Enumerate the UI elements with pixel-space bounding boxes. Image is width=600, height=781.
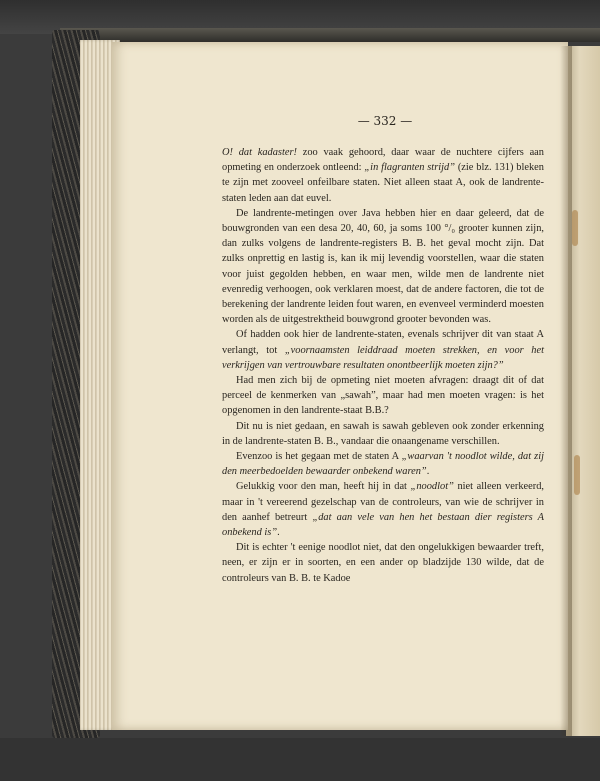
body-text <box>222 145 544 586</box>
paragraph-p6 <box>222 449 544 479</box>
italic-text: „in flagranten strijd” <box>364 162 455 174</box>
book-cover-edge <box>60 28 600 42</box>
page-stain <box>572 210 578 246</box>
scan-background-bottom <box>0 738 600 781</box>
text-segment: Of hadden ook hier de landrente-staten, evenals schrijver dit van staat A verlangt, tot <box>222 329 544 356</box>
text-segment: Dit is echter 't eenige noodlot niet, dat den ongelukkigen bewaarder treft, neen, er zijn er in soorten, en een ander op bladzijde 130 wilde, dat de controleurs van B. B. te Kadoe <box>222 542 544 584</box>
gutter-shadow <box>560 46 572 736</box>
text-segment: Evenzoo is het gegaan met de staten A <box>236 451 402 463</box>
italic-text: O! dat kadaster! <box>222 147 297 158</box>
text-segment: . <box>426 466 430 478</box>
paragraph-p2 <box>222 206 544 328</box>
text-segment: niet alleen verkeerd, maar in 't vereerend gezelschap van de controleurs, van wie de schrijver in den aanhef betreurt <box>222 481 544 523</box>
italic-text: „noodlot” <box>410 481 454 493</box>
paragraph-p7 <box>222 479 544 540</box>
text-segment: (zie blz. 131) bleken te zijn met zooveel onfeilbare staten. Niet alleen staat A, ook de landrente-staten leden aan dat euvel. <box>222 162 544 204</box>
paragraph-p5 <box>222 419 544 449</box>
page-number: — 332 — <box>357 114 413 128</box>
paragraph-p4 <box>222 373 544 419</box>
text-segment: zoo vaak gehoord, daar waar de nuchtere cijfers aan opmeting en onderzoek ontleend: <box>222 147 544 174</box>
text-segment: . <box>277 527 280 539</box>
italic-text: „voornaamsten leiddraad moeten strekken, en voor het verkrijgen van vertrouwbare resultaten onontbeerlijk moeten zijn?” <box>222 344 545 371</box>
paragraph-p8 <box>222 540 544 586</box>
paragraph-p3 <box>222 327 544 373</box>
text-segment: Had men zich bij de opmeting niet moeten afvragen: draagt dit of dat perceel de kenmerken van „sawah”, maar had men moeten vragen: is het opgenomen in den landrente-staat B.B.? <box>222 375 544 417</box>
italic-text: „waarvan 't noodlot wilde, dat zij den meerbedoelden bewaarder onbekend waren” <box>222 451 544 478</box>
text-segment: De landrente-metingen over Java hebben hier en daar geleerd, dat de bouwgronden van een desa 20, 40, 60, ja soms 100 °/₀ grooter kunnen zijn, dan zulks volgens de landrente-registers B. B. het geval mocht zijn. Dat zulks onprettig en lastig is, kan ik mij levendig voorstellen, waar die staten voor juist gegolden hebben, en waar men, wilde men de landrente niet evenredig verhoogen, ook verklaren moest, dat de andere factoren, die tot de berekening der landrente leiden fout waren, en evenveel verminderd moesten worden als de uitgestrektheid bouwgrond grooter bevonden was. <box>222 207 544 326</box>
text-segment: Gelukkig voor den man, heeft hij in dat <box>236 481 411 493</box>
italic-text: „dat aan vele van hen het bestaan dier registers A onbekend is” <box>222 511 544 539</box>
paragraph-p1 <box>222 145 544 206</box>
text-segment: Dit nu is niet gedaan, en sawah is sawah gebleven ook zonder erkenning in de landrente-staten B. B., vandaar die onaangename verschillen. <box>222 420 544 447</box>
page-stain <box>574 455 580 495</box>
